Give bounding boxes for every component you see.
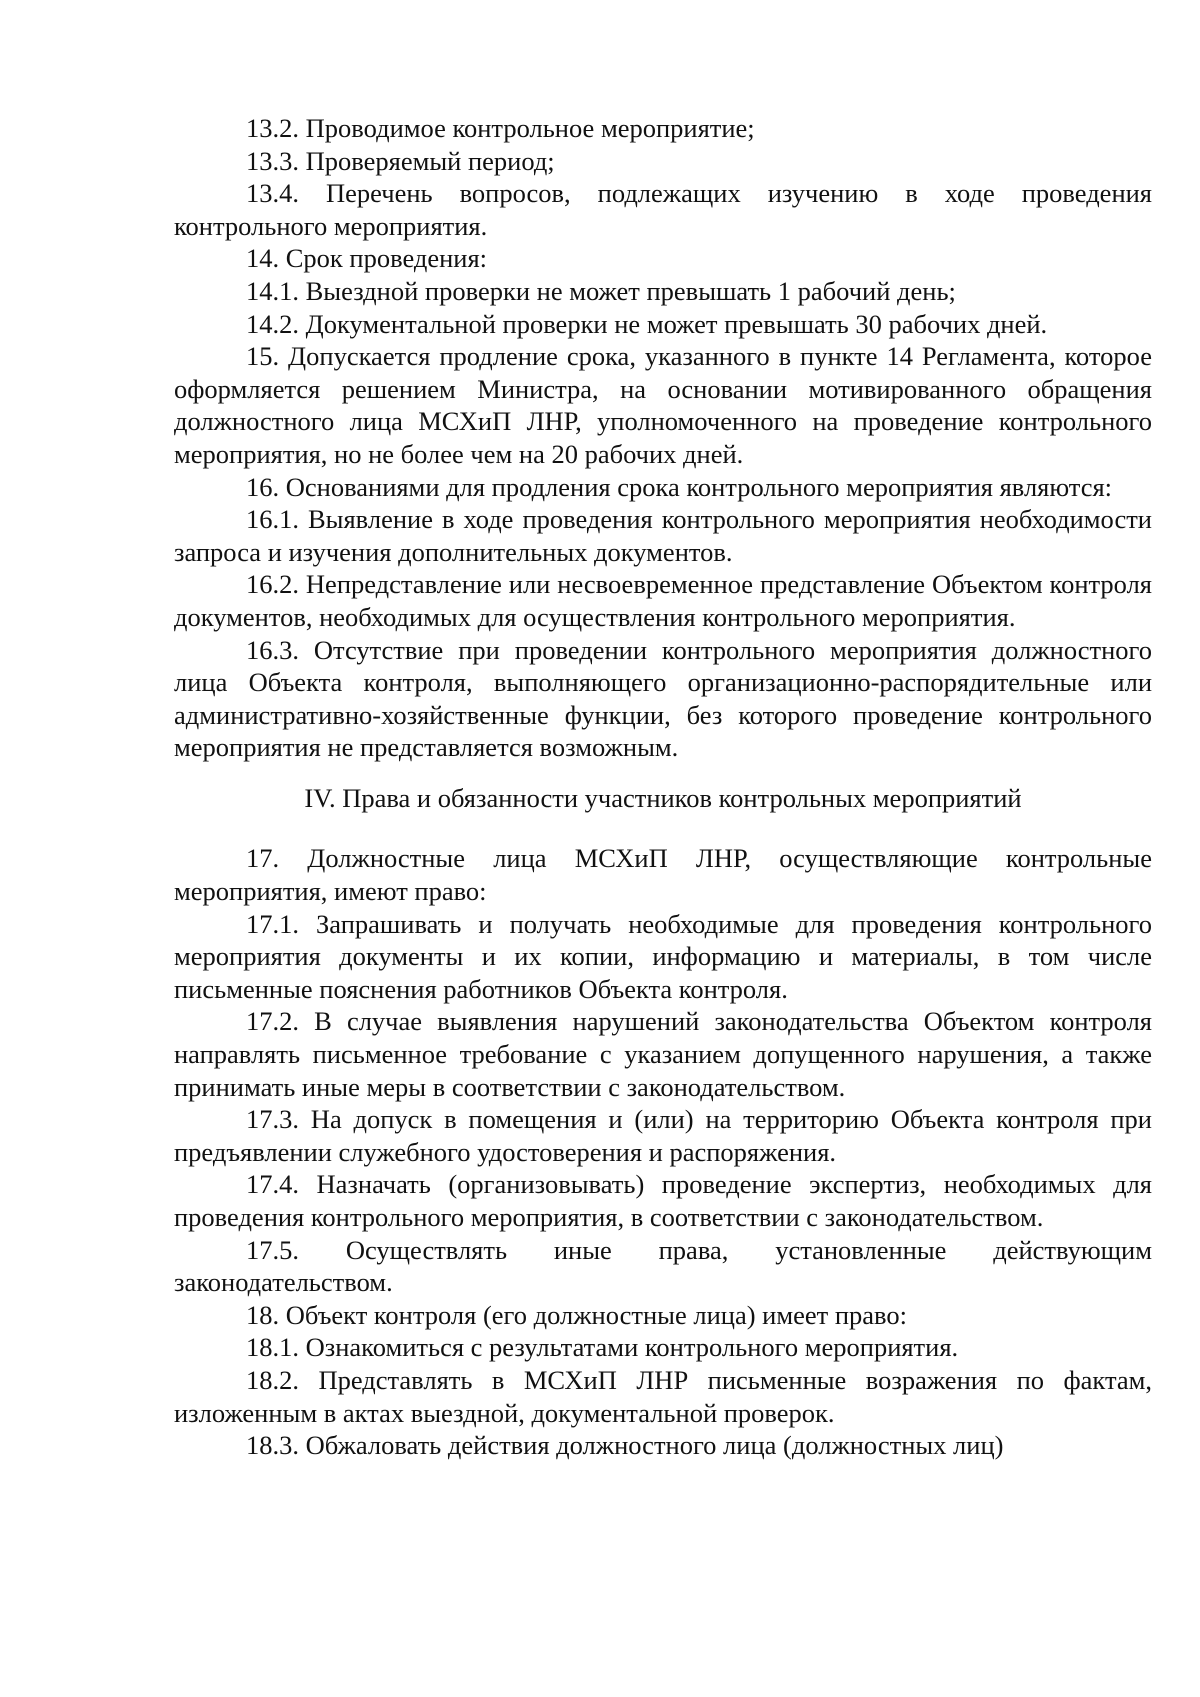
paragraph-13-4: 13.4. Перечень вопросов, подлежащих изучению в ходе проведения контрольного мероприятия. bbox=[174, 178, 1152, 241]
paragraph-14: 14. Срок проведения: bbox=[246, 243, 488, 274]
paragraph-13-2: 13.2. Проводимое контрольное мероприятие; bbox=[246, 113, 755, 143]
paragraph-17-3: 17.3. На допуск в помещения и (или) на территорию Объекта контроля при предъявлении служебного удостоверения и распоряжения. bbox=[174, 1104, 1152, 1167]
paragraph-17-5: 17.5. Осуществлять иные права, установленные действующим законодательством. bbox=[174, 1234, 1152, 1298]
paragraph-17-1: 17.1. Запрашивать и получать необходимые для проведения контрольного мероприятия документы и их копии, информацию и материалы, в том числе письменные пояснения работников Объекта контроля. bbox=[174, 908, 1152, 1004]
paragraph-18-1: 18.1. Ознакомиться с результатами контрольного мероприятия. bbox=[246, 1332, 959, 1363]
paragraph-18: 18. Объект контроля (его должностные лица) имеет право: bbox=[246, 1299, 907, 1330]
paragraph-14-1: 14.1. Выездной проверки не может превышать 1 рабочий день; bbox=[246, 275, 956, 306]
section-heading: IV. Права и обязанности участников контрольных мероприятий bbox=[304, 782, 1022, 813]
paragraph-15: 15. Допускается продление срока, указанного в пункте 14 Регламента, которое оформляется решением Министра, на основании мотивированного обращения должностного лица МСХиП ЛНР, уполномоченного на проведение контрольного мероприятия, но не более чем на 20 рабочих дней. bbox=[174, 341, 1152, 469]
paragraph-16-1: 16.1. Выявление в ходе проведения контрольного мероприятия необходимости запроса и изучения дополнительных документов. bbox=[174, 504, 1152, 567]
paragraph-17-2: 17.2. В случае выявления нарушений законодательства Объектом контроля направлять письменное требование с указанием допущенного нарушения, а также принимать иные меры в соответствии с законодательством. bbox=[174, 1006, 1152, 1102]
paragraph-18-3: 18.3. Обжаловать действия должностного лица (должностных лиц) bbox=[246, 1430, 1004, 1461]
paragraph-14-2: 14.2. Документальной проверки не может превышать 30 рабочих дней. bbox=[246, 308, 1048, 339]
document-body bbox=[174, 112, 1152, 1462]
paragraph-18-2: 18.2. Представлять в МСХиП ЛНР письменные возражения по фактам, изложенным в актах выездной, документальной проверок. bbox=[174, 1364, 1152, 1428]
paragraph-16: 16. Основаниями для продления срока контрольного мероприятия являются: bbox=[246, 471, 1113, 502]
paragraph-16-2: 16.2. Непредставление или несвоевременное представление Объектом контроля документов, необходимых для осуществления контрольного мероприятия. bbox=[174, 569, 1152, 632]
paragraph-17: 17. Должностные лица МСХиП ЛНР, осуществляющие контрольные мероприятия, имеют право: bbox=[174, 843, 1152, 907]
paragraph-16-3: 16.3. Отсутствие при проведении контрольного мероприятия должностного лица Объекта контроля, выполняющего организационно-распорядительные или административно-хозяйственные функции, без которого проведение контрольного мероприятия не представляется возможным. bbox=[174, 634, 1152, 763]
paragraph-17-4: 17.4. Назначать (организовывать) проведение экспертиз, необходимых для проведения контрольного мероприятия, в соответствии с законодательством. bbox=[174, 1169, 1152, 1232]
paragraph-13-3: 13.3. Проверяемый период; bbox=[246, 145, 555, 176]
